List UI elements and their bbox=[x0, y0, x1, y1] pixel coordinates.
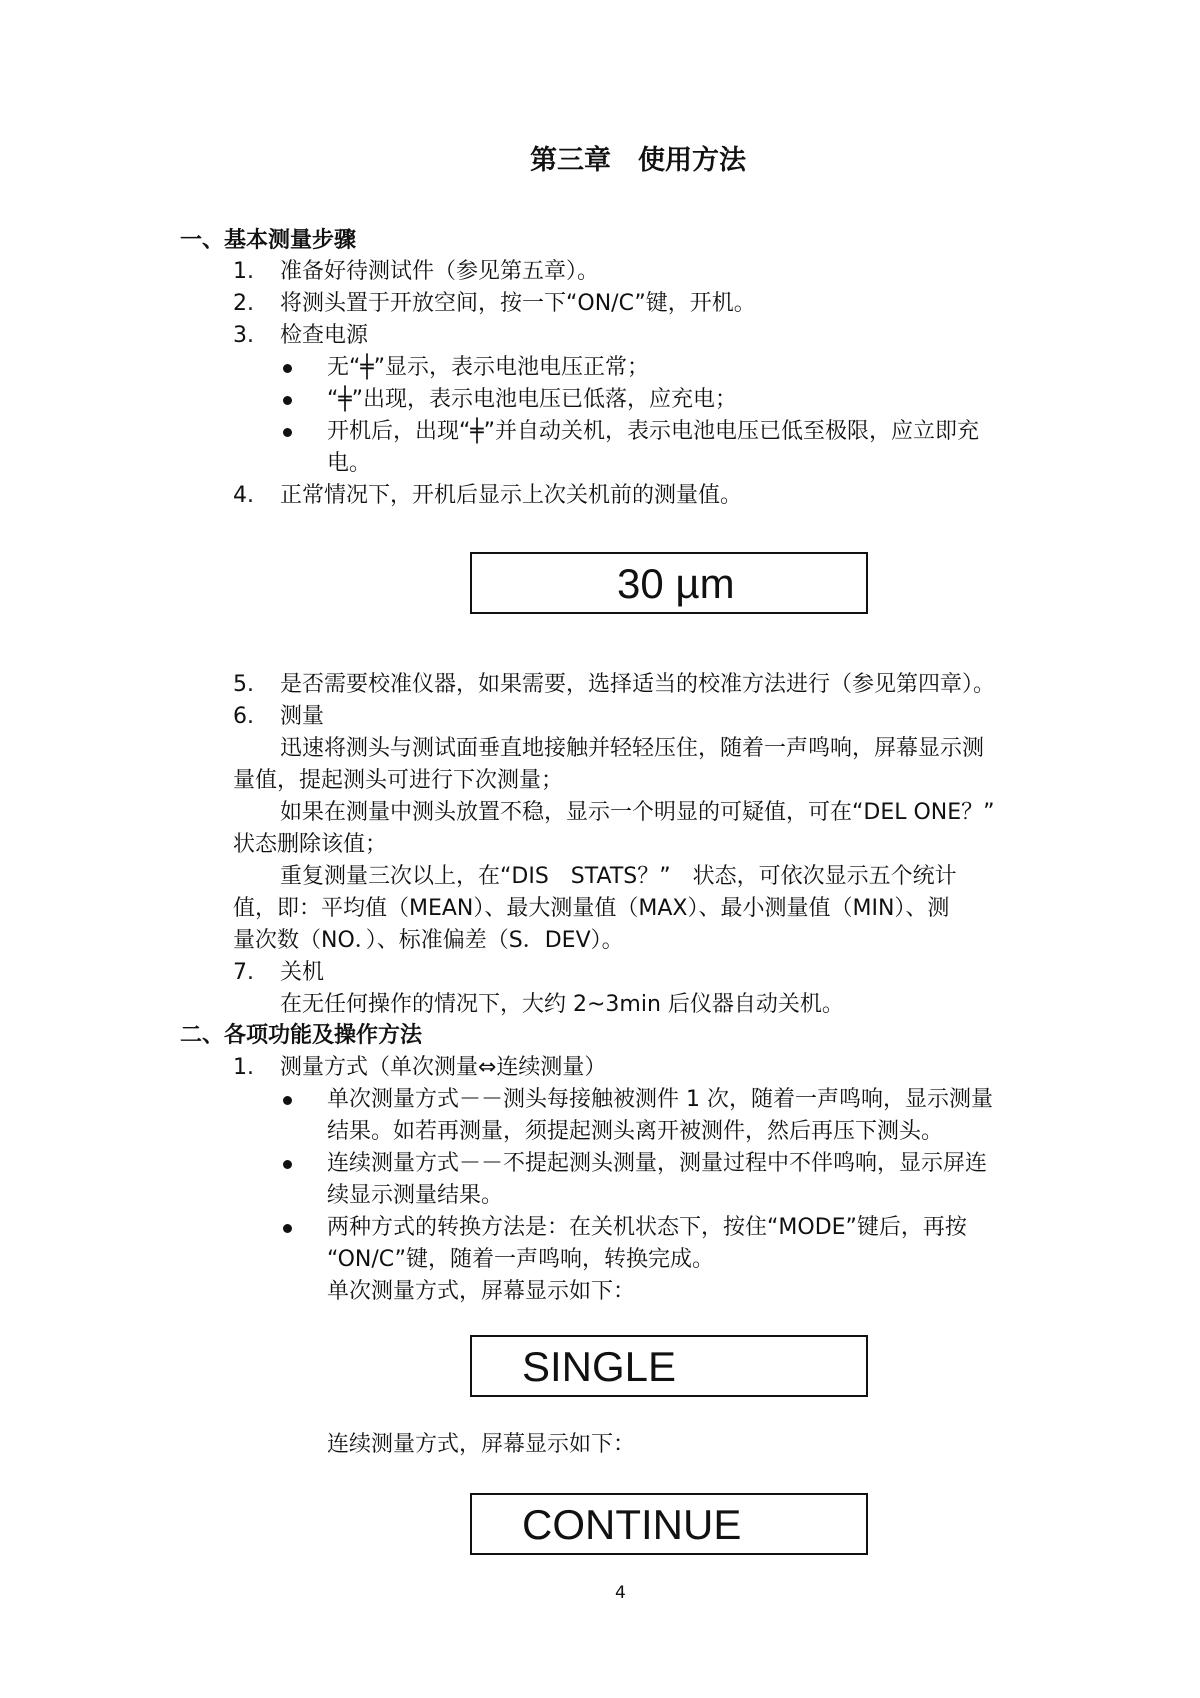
item-7-text: 关机 bbox=[280, 960, 325, 985]
display-box-single bbox=[470, 1335, 868, 1397]
continue-display-caption: 连续测量方式，屏幕显示如下： bbox=[327, 1432, 636, 1457]
item-2-text: 将测头置于开放空间，按一下“ON/C”键，开机。 bbox=[280, 291, 756, 316]
measure-paragraph-2-line2: 状态删除该值； bbox=[233, 832, 388, 857]
item-4-number: 4. bbox=[233, 483, 254, 508]
display-value-text: 30 µm bbox=[617, 560, 735, 607]
battery-normal-text: 无“╪”显示，表示电池电压正常； bbox=[327, 355, 650, 380]
item-3-number: 3. bbox=[233, 323, 254, 348]
single-mode-desc-line2: 结果。如若再测量，须提起测头离开被测件，然后再压下测头。 bbox=[327, 1119, 944, 1144]
measure-paragraph-3-line2: 值，即：平均值（MEAN）、最大测量值（MAX）、最小测量值（MIN）、测 bbox=[233, 896, 950, 921]
display-box-continue bbox=[470, 1493, 868, 1555]
item-1-text: 准备好待测试件（参见第五章）。 bbox=[280, 259, 600, 284]
item-2-number: 2. bbox=[233, 291, 254, 316]
auto-off-paragraph: 在无任何操作的情况下，大约 2~3min 后仪器自动关机。 bbox=[280, 992, 844, 1017]
continue-display-text: CONTINUE bbox=[522, 1501, 742, 1548]
item-5-number: 5. bbox=[233, 672, 254, 697]
single-mode-desc-line1: 单次测量方式－－测头每接触被测件 1 次，随着一声鸣响，显示测量 bbox=[327, 1087, 993, 1112]
single-display-text: SINGLE bbox=[522, 1343, 677, 1390]
battery-critical-text-line1: 开机后，出现“╪”并自动关机，表示电池电压已低至极限，应立即充 bbox=[327, 419, 980, 444]
switch-method-desc-line1: 两种方式的转换方法是：在关机状态下，按住“MODE”键后，再按 bbox=[327, 1215, 967, 1240]
section-1-heading: 一、基本测量步骤 bbox=[180, 228, 357, 253]
measure-paragraph-1-line2: 量值，提起测头可进行下次测量； bbox=[233, 768, 564, 793]
measure-paragraph-2-line1: 如果在测量中测头放置不稳，显示一个明显的可疑值，可在“DEL ONE？” bbox=[280, 800, 995, 825]
measure-paragraph-1-line1: 迅速将测头与测试面垂直地接触并轻轻压住，随着一声鸣响，屏幕显示测 bbox=[280, 736, 985, 761]
bullet-dot bbox=[283, 428, 292, 437]
battery-critical-text-line2: 电。 bbox=[327, 451, 372, 476]
switch-method-desc-line2: “ON/C”键，随着一声鸣响，转换完成。 bbox=[327, 1247, 714, 1272]
measure-paragraph-3-line3: 量次数（NO．）、标准偏差（S．DEV）。 bbox=[233, 928, 624, 953]
single-display-caption: 单次测量方式，屏幕显示如下： bbox=[327, 1279, 636, 1304]
item-5-text: 是否需要校准仪器，如果需要，选择适当的校准方法进行（参见第四章）。 bbox=[280, 672, 996, 697]
continue-mode-desc-line1: 连续测量方式－－不提起测头测量，测量过程中不伴鸣响，显示屏连 bbox=[327, 1151, 988, 1176]
item-3-text: 检查电源 bbox=[280, 323, 369, 348]
page-number: 4 bbox=[615, 1583, 626, 1603]
item-7-number: 7. bbox=[233, 960, 254, 985]
mode-item-number: 1. bbox=[233, 1055, 254, 1080]
battery-low-text: “╪”出现，表示电池电压已低落，应充电； bbox=[327, 387, 738, 412]
item-6-number: 6. bbox=[233, 704, 254, 729]
item-1-number: 1. bbox=[233, 259, 254, 284]
bullet-dot bbox=[283, 1096, 292, 1105]
continue-mode-desc-line2: 续显示测量结果。 bbox=[327, 1183, 504, 1208]
bullet-dot bbox=[283, 1224, 292, 1233]
item-6-text: 测量 bbox=[280, 704, 325, 729]
mode-item-text: 测量方式（单次测量⇔连续测量） bbox=[280, 1055, 607, 1080]
bullet-dot bbox=[283, 364, 292, 373]
section-2-heading: 二、各项功能及操作方法 bbox=[180, 1023, 423, 1048]
chapter-title: 第三章 使用方法 bbox=[530, 145, 746, 176]
bullet-dot bbox=[283, 396, 292, 405]
display-box-measurement bbox=[470, 552, 868, 614]
item-4-text: 正常情况下，开机后显示上次关机前的测量值。 bbox=[280, 483, 743, 508]
bullet-dot bbox=[283, 1160, 292, 1169]
measure-paragraph-3-line1: 重复测量三次以上，在“DIS STATS？” 状态，可依次显示五个统计 bbox=[280, 864, 957, 889]
